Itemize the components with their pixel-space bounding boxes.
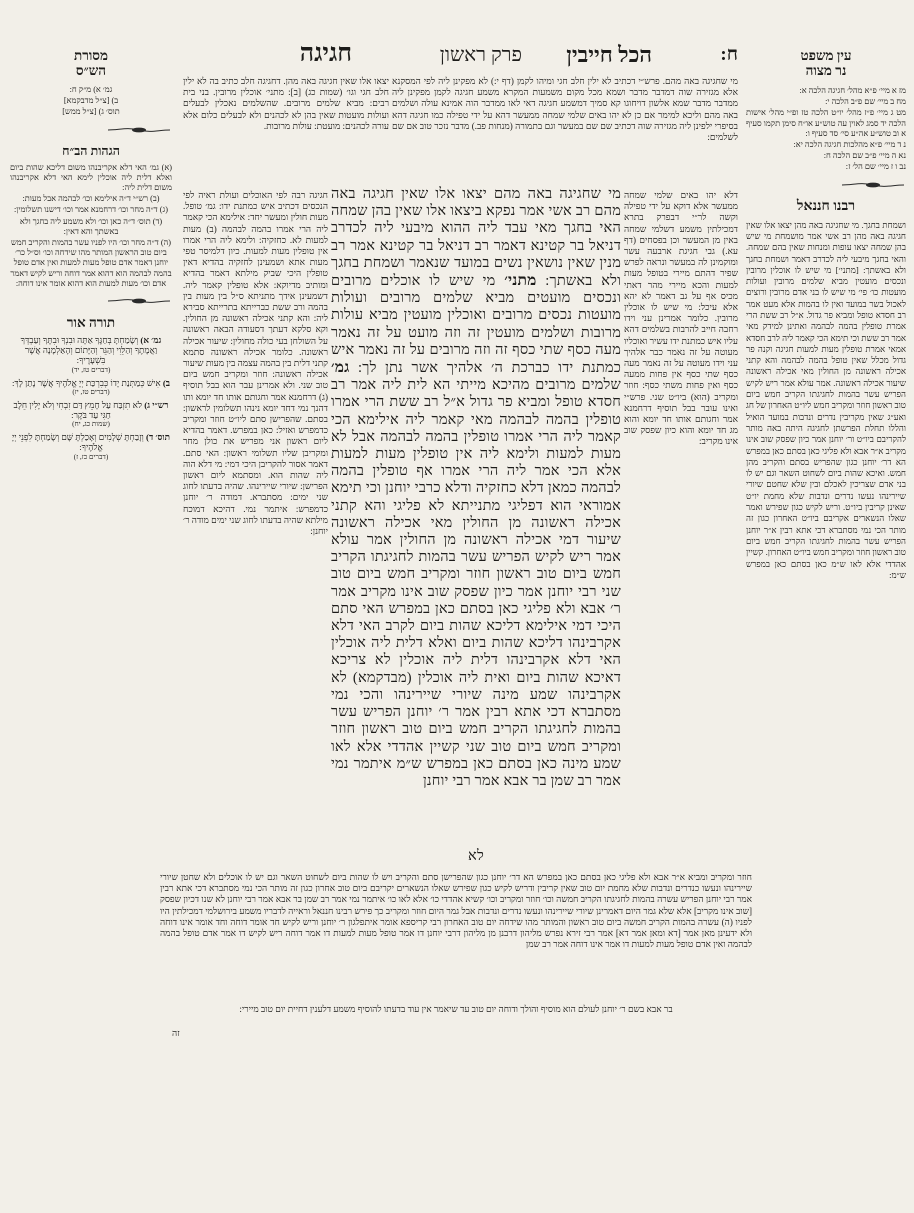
torah-or-ref-label: ב): [162, 377, 171, 388]
torah-or-verse: וְשָׂמַחְתָּ בְּחַגֶּךָ אַתָּה וּבִנְךָ וּבִתֶּךָ וְעַבְדְּךָ וַאֲמָתֶךָ וְהַלֵּוִי וְהַגֵּר וְהַיָּתוֹם וְהָאַלְמָנָה אֲשֶׁר בִּשְׁעָרֶיךָ:: [20, 335, 158, 366]
bottom-tosafot-block: חוזר ומקריב ומביא א״ר אבא ולא פליגי כאן בסתם כאן במפרש הא דר׳ יוחנן כגון שהפרישן סתם והקריב ויש לו שהות ביום לשחוט השאר וגם יש לו אוכלים ולא שחטן שיורי שיירינהו ונעשו כנדרים ונדבות שלא מחמת יום טוב שאין קריבין ודריש לקיש כגון שפירש שאלו הנשארים יקריבם ביום טוב אחרון כגון זה מותר הכי נמי מסתברא דכי אתא רבין אמר רבי יוחנן הפריש עשרה בהמות לחגיגתו הקריב חמשה וכו׳ חוזר ומקריב וכו׳ קשיא אהדדי כו׳ אלא לאו כו׳ איתמר נמי אמר רב שמן בר אבא אמר רבי יוחנן לא שנו דכיון שפסק [שוב אינו מקריב] אלא שלא גמר היום דאמרינן שיורי שיירינהו ונעשו נדרים ונדבות אבל גמר היום חוזר ומקריב כך פירש רבינו חננאל וראייה לדבריו משמע בירושלמי דמכילתין היו לפניו (ה) עשרה בהמות הקריב חמשה ביום טוב ראשון והמותר מהו שידחה יום טוב האחרון רבי קריספא אומר איתפלגון ר׳ יוחנן וריש לקיש חד אומר דוחה וחד אומר אינו דוחה ולא ידעינן מאן אמר [דא ומאן אמר דא] אמר רבי זירא נפרש מליהון דרבנן מן מליהון דרבי יוחנן דו אמר טופל מעות למעות דו אמר דוחה ריש לקיש דו אמר אדם טופל בהמה לבהמה ואין אדם טופל מעות למעות דו אמר אינו דוחה אמר רב שמן: [160, 872, 752, 950]
mesoret-hashas-section: [10, 48, 172, 465]
bach-entry: (ג) ד״ה מחר וכו׳ דרחמנא אמר וכו׳ דישנו תשלומין:: [14, 205, 168, 215]
section-divider: [10, 122, 172, 140]
torah-or-entry: [10, 378, 172, 397]
ein-mishpat-entry: מח ב מיי׳ שם פ״ב הלכה י:: [825, 97, 906, 107]
rabbeinu-chananel-title: רבנו חננאל: [796, 198, 856, 214]
bach-entry: (ב) רש״י ד״ה אילימא וכו׳ לבהמה אבל מעות:: [22, 194, 160, 204]
rc-paragraph: ושמחת בחגך. מי שחגיגה באה מהן יצאו אלו שאין חגיגה באה מהן רב אשי אמר מושמחת מי שיש בהן שמחה יצאו עופות ומנחות שאין בהם שמחה. והאי בחגך מיבעי ליה לכדרב דאמר ושמחת בחגך ולא באשתך:: [746, 219, 906, 275]
catchword: זה: [172, 1028, 180, 1038]
torah-or-entry: [10, 400, 172, 429]
daf-number: ח:: [720, 44, 738, 65]
rashi-column: חגיגה רבה לפי האוכלים ועולת ראיה לפי הנכסים דכתיב איש כמתנת ידו: גמ׳ טופל. מעות חולין ומעשר יחד: אילימא הכי קאמר ליה הרי אמרו בהמה לבהמה (ב) מעות למעות לא. כחזקיה: ולימא ליה הרי אמרו אין טופלין מעות למעות. כיון דלמיסר טפי מעות אתא ושמעינן לחזקיה בהדיא דאין טופלין היכי שביק מילתא דאמר בהדיא ומותיב מדיוקא: אלא טופלין קאמר ליה. דשמעינן אידך מתניתא ס״ל בין מעות בין בהמה ורב ששת כברייתא בתרייתא סבירא ליה: והא קתני אכילה ראשונה מן החולין. וקא סלקא דעתך דסעודה הבאה ראשונה על השולחן בעי כולה מחולין: שיעור אכילה ראשונה. כלומר אכילה ראשונה סתמא קתני דלית בין בהמה עצמה בין מעות שיעור אכילה ראשונה: חוזר ומקריב חמש ביום טוב שני. ולא אמרינן עבר הוא בבל תוסיף (ג) דרחמנא אמר וחגותם אותו חד יומא ותו דהנך נמי דחד יומא נינהו תשלומין לראשון: בסתם. שהפרישן סתם ליו״ט חוזר ומקריב כדמפרש ואזיל: כאן במפרש. דאמר בהדיא ליום ראשון אני מפריש את כולן מחר ומקריבן שליו תשלומי ראשון: האי סתם. דאמר אסור להקריבן היכי דמי: מי דלא הוה ליה שהות הוא. ומסתמא ליום ראשון הפרישן: שיורי שיירינהו. שהיה בדעתו לחוג שני ימים: מסתברא. דמודה ר׳ יוחנן כדמפרש: איתמר נמי. דהיכא דמוכח מילתא שהיה בדעתו לחוג שני ימים מודה ר׳ יוחנן:: [183, 190, 328, 537]
rc-paragraph: חמש ליו״ט האחרון של חג ואע״ג שאין מקריבין נדרים ונדבות במועד הואיל והללו תחלת הפרשתן לחגיגה היתה באה מותר להקריבם ביו״ט ור׳ יוחנן אמר כיון שפסק שוב אינו מקריב א״ר אבא ולא פליגי כאן בסתם כאן במפרש הא דר׳ יוחנן כגון שהפריש בסתם והקריב מהן חמש. ואיכא שהות ביום לשחוט השאר וגם יש לו בני אדם שצריכין לאכלם ובין שלא שחטם שיורי שיירינהו נעשו נדרים ונדבות שלא מחמת יו״ט שאינן קריבין ביו״ט. וריש לקיש כגון שפירש ואמר שאלו הנשארים אקריבם ביו״ט האחרון כגון זה מותר הכי נמי מסתברא דכי אתא רבין א״ר יוחנן הפריש עשר בהמות לחגיגתו הקריב חמש ביום טוב ראשון חוזר ומקריב חמש ביו״ט האחרון. קשיין אהדדי אלא לאו ש״מ כאן בסתם כאן במפרש ש״מ:: [746, 400, 906, 580]
rashi-top-block: יצאו אלו שאין חגיגה באה מהן. דחגיגה חלב כתיב בה לא ילין חלב חגי וגו׳ (שמות כג) [ב]: מתני׳ אוכלין מרובין. בני בית רבים: מביא שלמים מרובים. שהשלמים נאכלין לבעלים ועולות מועטות שאין בהן לא לכהנים ולא לבעלים כלום אלא עורה לכהנים: מועטת: עולות מרובות.: [183, 76, 389, 131]
ein-mishpat-section: [746, 48, 906, 922]
bach-entry: (ה) ד״ה מחר וכו׳ היו לפניו עשר בהמות והקריב חמש ביום טוב הראשון המותר מהו שידחה וכו׳ וס״ל כר׳ יוחנן דאמר אדם טופל מעות למעות ואין אדם טופל בהמה לבהמה הוא דהוא אמר דוחה וריש לקיש דאמר אדם וכו׳ מעות למעות הוא דהוא אומר אינו דוחה:: [10, 238, 172, 288]
tosafot-top-block: מי שחגיגה באה מהם. פרש״י דכתיב לא ילין חלב חגי ומיהו לקמן (דף י:) לא מפקינן ליה לפי המסקנא אלא מגזירה שוה דמדבר מדבר ושמא מכל מקום משמעות המקרא משמע חגיגה לקמן מפקינן ליה ממדבר מדבר שמא אלשון דויחוגו קא סמיך דמשמע חגיגה דאי לאו ממדבר הוה אמינא עולה ושלמים באה מהם וליכא למימר אם כן לא יהו באים שלמי שמחה ממעשר דהא על ידי טפילה כמו חגיגה דהא בסיפרי ילפינן ליה מגזירה שוה דכתיב שם שם במעשר וגם בתמורה (מנחות פב.) מדבר נזכר טוב אם שם לשלמים:: [392, 76, 738, 143]
bach-entry: (ד) תוס׳ ד״ה כאן וכו׳ ולא משמע ליה בחגך ולא באשתך והא דאין:: [19, 216, 163, 236]
mishnah-text: מי שיש לו אוכלים מרובים ונכסים מועטים מביא שלמים מרובים ועולות מועטות נכסים מרובים ואוכלין מועטין מביא עולות מרובות ושלמים מועטין זה וזה מועט על זה נאמר מעה כסף שתי כסף זה וזה מרובים על זה נאמר איש כמתנת ידו כברכת ה׳ אלהיך אשר נתן לך:: [331, 273, 621, 377]
ein-mishpat-title-line1: עין משפט: [800, 48, 852, 63]
section-divider: [10, 293, 172, 311]
ein-mishpat-entry: נב ו ז מיי׳ שם הל׳ ז:: [845, 162, 906, 172]
torah-or-entry: [10, 335, 172, 375]
torah-or-verse: אִישׁ כְּמַתְּנַת יָדוֹ כְּבִרְכַּת יְיָ אֱלֹהֶיךָ אֲשֶׁר נָתַן לָךְ:: [11, 377, 161, 388]
torah-or-verse: לֹא תִזְבַּח עַל חָמֵץ דַּם זִבְחִי וְלֹא יָלִין חֵלֶב חַגִּי עַד בֹּקֶר:: [13, 399, 142, 421]
mesoret-title-line1: מסורת: [73, 48, 108, 63]
perek-label: פרק ראשון: [439, 44, 522, 66]
gemara-label: גמ׳: [331, 359, 350, 377]
section-divider: [746, 177, 906, 195]
bach-entry: (א) גמ׳ האי דלא אקריבנהו משום דליכא שהות ביום ואלא דלית ליה אוכלין לימא האי דלא אקריבנהו משום דלית ליה:: [10, 162, 172, 193]
torah-or-source: (דברים טז, יז): [72, 387, 110, 396]
torah-or-ref-label: גמ׳ א): [140, 335, 162, 346]
torah-or-title: תורה אור: [66, 315, 116, 331]
masechet-title: חגיגה: [299, 40, 352, 67]
mesoret-entry: ב) [צ״ל מדבקמא]: [63, 96, 119, 106]
torah-or-source: (דברים כז, ז): [73, 452, 109, 461]
ein-mishpat-entry: מז א מיי׳ פ״א מהל׳ חגיגה הלכה א:: [799, 86, 906, 95]
ein-mishpat-entry: נ ד מיי׳ פ״א מהלכות חגיגה הלכה יא:: [793, 140, 906, 150]
ein-mishpat-entry: מט ג מיי׳ פ״ז מהל׳ יו״ט הלכה טז ופ״י מהל׳ אישות הלכה יד סמג לאוין עה טוש״ע או״ח סימן תקמו סעיף א וב טוש״ע אה״ע סי׳ סד סעיף ו:: [746, 108, 906, 138]
bottom-tosafot-last-line: בר אבא בשם ר׳ יוחנן לעולם הוא מוסיף והולך ודוחה יום טוב עד שיאמר אין עוד בדעתו להוסיף משמע דלענין דחיית יום טוב מיירי:: [239, 1004, 673, 1014]
mesoret-title-line2: הש״ס: [75, 63, 107, 78]
mishnah-label: מתני׳: [504, 272, 537, 290]
gemara-text: שלמים מרובים מהיכא מייתי הא לית ליה אמר רב חסדא טופל ומביא פר גדול א״ל רב ששת הרי אמרו טופלין בהמה לבהמה מאי קאמר ליה אילימא הכי קאמר ליה הרי אמרו טופלין בהמה לבהמה אבל לא מעות למעות ולימא ליה אין טופלין מעות למעות אלא הכי אמר ליה הרי אמרו אף טופלין בהמה לבהמה כמאן דלא כחזקיה ודלא כרבי יוחנן וכי תימא אמוראי הוא דפליגי מתנייתא לא פליגי והא קתני אכילה ראשונה מן החולין מאי אכילה ראשונה שיעור דמי אכילה ראשונה מן החולין אמר עולא אמר ריש לקיש הפריש עשר בהמות לחגיגתו הקריב חמש ביום טוב ראשון חוזר ומקריב חמש ביום טוב שני רבי יוחנן אמר כיון שפסק שוב אינו מקריב אמר ר׳ אבא ולא פליגי כאן בסתם כאן במפרש האי סתם היכי דמי אילימא דליכא שהות ביום לקרב האי דלא אקרבינהו דליכא שהות ביום ואלא דלית ליה אוכלין האי דלא אקרבינהו דלית ליה אוכלין לא צריכא דאיכא שהות ביום ואית ליה אוכלין (מבדקמא) לא אקרבינהו שמע מינה שיורי שיירינהו והכי נמי מסתברא דכי אתא רבין אמר ר׳ יוחנן הפריש עשר בהמות לחגיגתו הקריב חמש ביום טוב ראשון חוזר ומקריב חמש ביום טוב שני קשיין אהדדי אלא לאו שמע מינה כאן בסתם כאן במפרש ש״מ איתמר נמי אמר רב שמן בר אבא אמר רבי יוחנן: [331, 377, 621, 789]
mesoret-entry: גמ׳ א) מ״ק ח:: [69, 85, 113, 94]
tosafot-column: דלא יהו באים שלמי שמחה ממעשר אלא דוקא על ידי טפילה וקשה לר״י דבפרק בתרא דמכילתין משמע דשלמי שמחה באין מן המעשר וכן בפסחים (דף עא.) גבי חגיגת ארבעה עשר ומוקמינן לה במעשר ונראה לפרש שפיר דהתם מיירי בטופל מעות למעות והכא מיירי מהר דאתי מכיס אף על גב דאמר לא יהא אלא עיכל: מי שיש לו אוכלין מרובין. כלומר אמרינן עני וידו רחבה חייב להרבות בשלמים דהא עליו איש כמתנת ידו עשיר ואוכליו מעוטה על זה נאמר כבר אלהיך עני וידו מעוטה על זה נאמר מעה כסף שתי כסף אין פחות ממעה כסף ואין פחות משתי כסף: חוזר ומקריב (הוא) ביו״ט שני. פרש״י ואינו עובר בבל תוסיף דרחמנא אמר וחגותם אותו חד יומא והוא מג חד יומא והוא כיון שפסק שוב אינו מקריב:: [624, 190, 738, 447]
mesoret-entry: תוס׳ ג) [צ״ל ממש]: [62, 107, 120, 117]
gemara-text: מי שחגיגה באה מהם יצאו אלו שאין חגיגה באה מהם רב אשי אמר נפקא ביצאו אלו שאין בהן שמחה האי בחגך מאי עבד ליה ההוא מיבעי ליה לכדרב דניאל בר קטינא דאמר רב דניאל בר קטינא אמר רב מנין שאין נושאין נשים במועד שנאמר ושמחת בחגך ולא באשתך:: [331, 186, 621, 290]
gemara-column: [331, 186, 621, 862]
torah-or-source: (שמות כג, יח): [72, 420, 110, 429]
torah-or-entry: [10, 432, 172, 461]
ein-mishpat-title-line2: נר מצוה: [805, 63, 847, 78]
torah-or-verse: וְזָבַחְתָּ שְׁלָמִים וְאָכַלְתָּ שָּׁם וְשָׂמַחְתָּ לִפְנֵי יְיָ אֱלֹהֶיךָ:: [11, 432, 144, 453]
ein-mishpat-entry: נא ה מיי׳ פ״ב שם הלכה ח:: [823, 151, 906, 161]
torah-or-ref-label: תוס׳ ד): [146, 432, 171, 443]
chapter-title: הכל חייבין: [566, 42, 652, 67]
torah-or-source: (דברים טז, יד): [71, 365, 111, 374]
hagahot-habach-title: הגהות הב״ח: [62, 143, 120, 158]
gemara-last-word: לא: [468, 848, 484, 864]
rabbeinu-chananel-text: [746, 220, 906, 922]
torah-or-ref-label: רש״י ג): [144, 399, 169, 410]
rc-paragraph: [מתני׳] מי שיש לו אוכלין מרובין ונכסים מועטין מביא שלמים מרובין ועולות מועטות כו׳ פי׳ מי שיש לו בני אדם מרובין ורוצים לאכול בשר במועד ואין לו בהמות אלא מעט אמר רב חסדא טופל ומביא פר גדול. א״ל רב ששת הרי אמרת טופלין בהמה לבהמה ואתינן למידק מאי אמר רב ששת וכי תימא הכי קאמר ליה לרב חסדא אמאי אמרת טופלין מעות למעות חגיגה וקנה פר גדול מכלל שאין טופל בהמה לבהמה והא קתני אכילה ראשונה מן החולין מאי אכילה ראשונה שיעור אכילה ראשונה. אמר עולא אמר ריש לקיש הפריש עשר בהמות לחגיגתו הקריב חמש ביום טוב ראשון חוזר ומקריב: [746, 264, 906, 411]
